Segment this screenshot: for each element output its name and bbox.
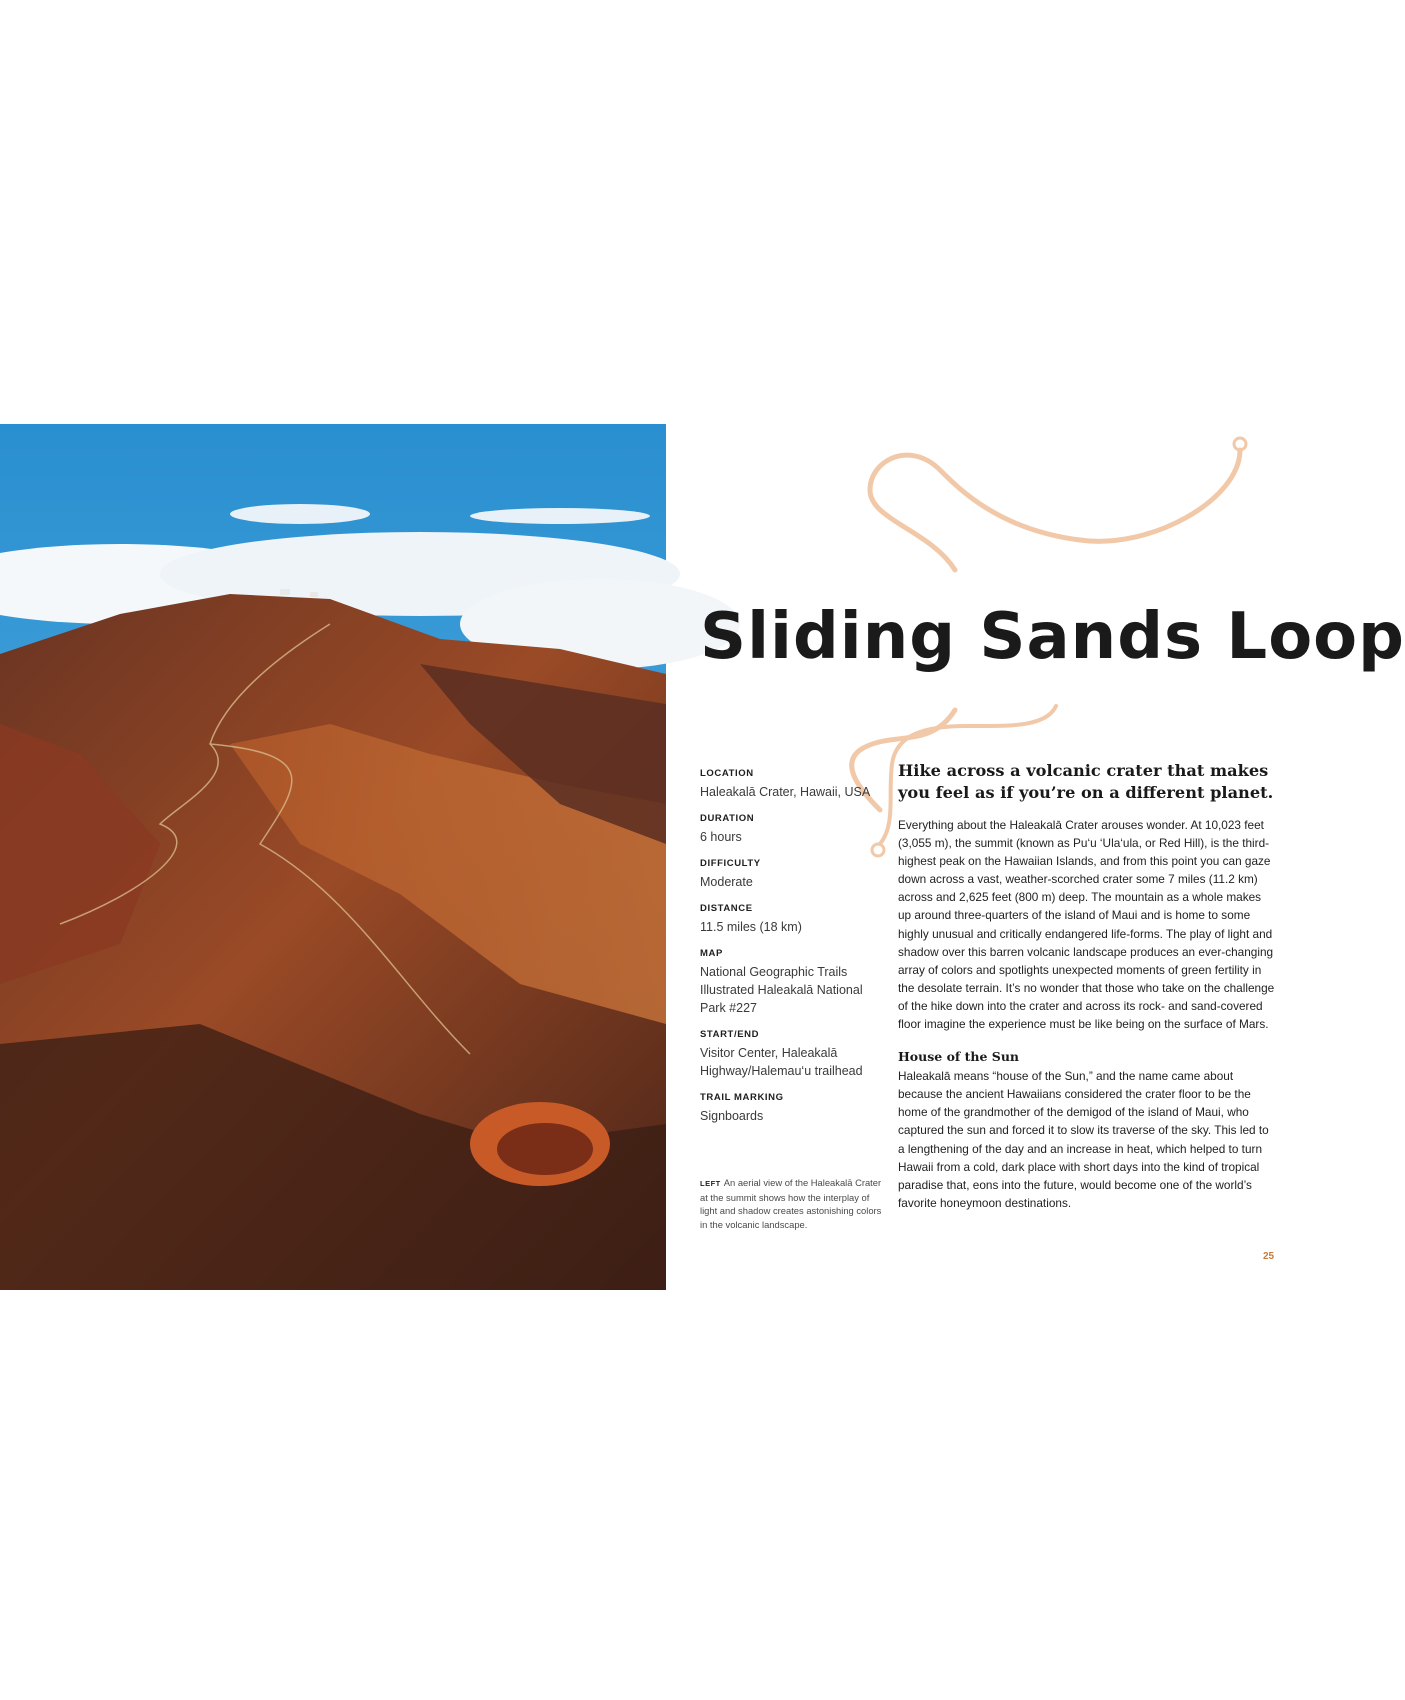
trail-facts xyxy=(700,768,875,1137)
fact-map xyxy=(700,948,875,1017)
fact-value: Visitor Center, Haleakalā Highway/Halemau‘u trailhead xyxy=(700,1046,863,1078)
fact-duration xyxy=(700,813,875,846)
caption-label: LEFT xyxy=(700,1179,721,1188)
fact-value: National Geographic Trails Illustrated Haleakalā National Park #227 xyxy=(700,965,863,1015)
fact-difficulty xyxy=(700,858,875,891)
fact-label: LOCATION xyxy=(700,768,754,779)
caption-text: An aerial view of the Haleakalā Crater at the summit shows how the interplay of light and shadow creates astonishing colors in the volcanic landscape. xyxy=(700,1177,882,1230)
fact-distance xyxy=(700,903,875,936)
fact-location xyxy=(700,768,875,801)
fact-start-end xyxy=(700,1029,875,1080)
fact-label: MAP xyxy=(700,948,723,959)
article-deck: Hike across a volcanic crater that makes you feel as if you’re on a different planet. xyxy=(898,761,1274,802)
fact-trail-marking xyxy=(700,1092,875,1125)
body-paragraph: Haleakalā means “house of the Sun,” and the name came about because the ancient Hawaiians considered the crater floor to be the home of the grandmother of the demigod of the island of Maui, who captured the sun and forced it to slow its traverse of the sky. This led to a lengthening of the day and an increase in heat, which helped to turn Hawaii from a cold, dark place with short days into the kind of tropical paradise that, eons into the future, would become one of the world’s favorite honeymoon destinations. xyxy=(898,1069,1269,1210)
photo-caption xyxy=(700,1176,882,1231)
fact-label: DURATION xyxy=(700,813,755,824)
fact-value: 11.5 miles (18 km) xyxy=(700,920,802,934)
fact-label: START/END xyxy=(700,1029,760,1040)
fact-label: DISTANCE xyxy=(700,903,753,914)
page-title: Sliding Sands Loop xyxy=(700,600,1405,674)
fact-value: Moderate xyxy=(700,875,753,889)
fact-value: Signboards xyxy=(700,1109,764,1123)
article-body xyxy=(898,760,1276,1212)
fact-label: TRAIL MARKING xyxy=(700,1092,784,1103)
haleakala-crater-photo xyxy=(0,424,666,1290)
body-paragraph: Everything about the Haleakalā Crater arouses wonder. At 10,023 feet (3,055 m), the summit (known as Pu‘u ‘Ula‘ula, or Red Hill), is the third-highest peak on the Hawaiian Islands, and from this point you can gaze down across a vast, weather-scorched crater some 7 miles (11.2 km) across and 2,625 feet (800 m) deep. The mountain as a whole makes up around three-quarters of the island of Maui and is home to some highly unusual and critically endangered life-forms. The play of light and shadow over this barren volcanic landscape produces an ever-changing array of colors and spotlights unexpected moments of green fertility in the desolate terrain. It’s no wonder that those who take on the challenge of the hike down into the crater and across its rock- and sand-covered floor imagine the experience must be like being on the surface of Mars. xyxy=(898,818,1275,1032)
fact-value: 6 hours xyxy=(700,830,742,844)
page-number: 25 xyxy=(1263,1251,1275,1262)
fact-value: Haleakalā Crater, Hawaii, USA xyxy=(700,785,871,799)
fact-label: DIFFICULTY xyxy=(700,858,761,869)
section-subhead: House of the Sun xyxy=(898,1049,1020,1065)
